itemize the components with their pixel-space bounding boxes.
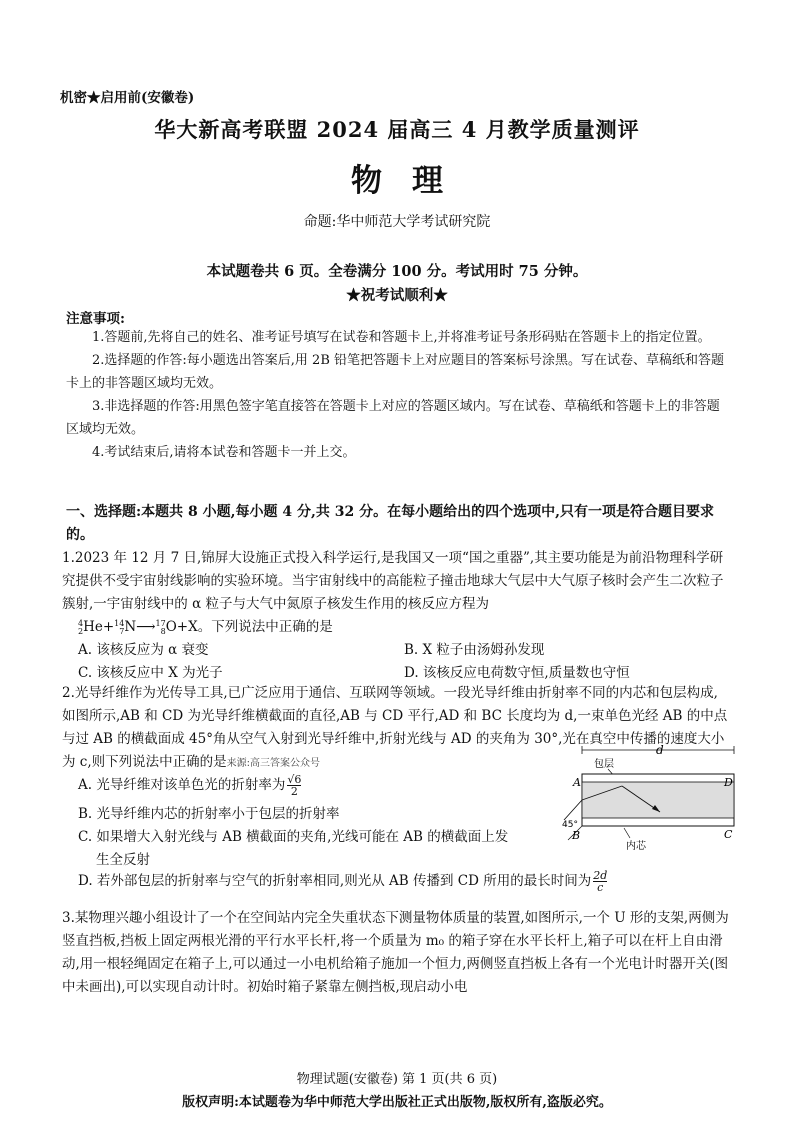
q1-option-b: B. X 粒子由汤姆孙发现 [404, 642, 545, 658]
q1-stem [62, 547, 730, 616]
notice-item: 4.考试结束后,请将本试卷和答题卡一并上交。 [92, 445, 356, 460]
nuclide-o [156, 616, 177, 639]
equation-tail: +X。下列说法中正确的是 [176, 619, 333, 635]
q1-option-c: C. 该核反应中 X 为光子 [78, 665, 223, 681]
q2-option-a [62, 774, 542, 797]
question-3 [62, 907, 730, 999]
author-line: 命题:华中师范大学考试研究院 [303, 214, 491, 230]
label-45deg: 45° [562, 820, 578, 830]
section-heading: 一、选择题:本题共 8 小题,每小题 4 分,共 32 分。在每小题给出的四个选项中,只有一项是符合题目要求的。 [66, 504, 714, 543]
source-note: 来源:高三答案公众号 [226, 758, 321, 769]
optical-fiber-figure [560, 742, 740, 852]
notice-heading: 注意事项: [66, 311, 125, 327]
good-luck-line: ★祝考试顺利★ [346, 287, 448, 304]
q2-option-d-row [62, 870, 730, 893]
label-cladding: 包层 [594, 759, 614, 770]
q1-stem-text: 1.2023 年 12 月 7 日,锦屏大设施正式投入科学运行,是我国又一项“国之重器”,其主要功能是为前沿物理科学研究提供不受宇宙射线影响的实验环境。当宇宙射线中的高能粒子撞击地球大气层中大气原子核时会产生二次粒子簇射,一宇宙射线中的 α 粒子与大气中氮原子核发生作用的核反应方程为 [62, 550, 724, 612]
frac-num: 2d [593, 869, 608, 882]
label-A: A [573, 776, 581, 789]
notice-item: 1.答题前,先将自己的姓名、准考证号填写在试卷和答题卡上,并将准考证号条形码贴在答题卡上的指定位置。 [92, 330, 711, 345]
label-D: D [724, 776, 733, 789]
label-B: B [572, 829, 581, 842]
q2-option-b: B. 光导纤维内芯的折射率小于包层的折射率 [78, 806, 340, 822]
label-core: 内芯 [626, 841, 646, 852]
o-z: 8 [160, 626, 166, 636]
page-footer: 物理试题(安徽卷) 第 1 页(共 6 页) [296, 1072, 498, 1087]
n-symbol: N [124, 619, 137, 635]
q2-stem-text: 2.光导纤维作为光传导工具,已广泛应用于通信、互联网等领域。一段光导纤维由折射率不同的内芯和包层构成,如图所示,AB 和 CD 为光导纤维横截面的直径,AB 与 CD 平行,AD 和 BC 长度均为 d,一束单色光经 AB 的中点与过 AB 的横截面成 45°角从空气入射到光导纤维中,折射光线与 AD 的夹角为 30°,光在真空中传播的速度大小为 c,则下列说法中正确的是 [62, 685, 728, 770]
he-symbol: He [83, 619, 103, 635]
q2-option-a-text: A. 光导纤维对该单色光的折射率为 [78, 777, 286, 793]
q2-option-d [62, 870, 730, 893]
question-1 [62, 547, 730, 685]
q1-option-d: D. 该核反应电荷数守恒,质量数也守恒 [404, 665, 630, 681]
q2-options [62, 774, 542, 872]
confidential-mark: 机密★启用前(安徽卷) [60, 90, 195, 106]
copyright-notice: 版权声明:本试题卷为华中师范大学出版社正式出版物,版权所有,盗版必究。 [182, 1095, 612, 1110]
fraction-sqrt6-over-2 [287, 774, 301, 797]
frac-den: 2 [290, 785, 298, 798]
frac-den: c [597, 881, 604, 894]
q1-options [62, 639, 730, 685]
n-z: 7 [119, 626, 125, 636]
q1-option-a: A. 该核反应为 α 衰变 [78, 642, 209, 658]
q2-option-c: C. 如果增大入射光线与 AB 横截面的夹角,光线可能在 AB 的横截面上发 [78, 829, 509, 845]
notice-item: 3.非选择题的作答:用黑色签字笔直接答在答题卡上对应的答题区域内。写在试卷、草稿纸和答题卡上的非答题区域均无效。 [66, 399, 720, 437]
o-mass: 17 [155, 618, 166, 628]
label-d: d [656, 743, 664, 757]
notice-list [66, 326, 730, 464]
he-mass: 4 [78, 618, 84, 628]
nuclide-n [114, 616, 136, 639]
o-symbol: O [165, 619, 177, 635]
q2-option-c-cont: 生全反射 [96, 852, 150, 868]
q3-stem: 3.某物理兴趣小组设计了一个在空间站内完全失重状态下测量物体质量的装置,如图所示,一个 U 形的支架,两侧为竖直挡板,挡板上固定两根光滑的平行水平长杆,将一个质量为 m₀ 的箱子穿在水平长杆上,箱子可以在杆上自由滑动,用一根轻绳固定在箱子上,可以通过一小电机给箱子施加一个恒力,两侧竖直挡板上各有一个光电计时器开关(图中未画出),可以实现自动计时。初始时箱子紧靠左侧挡板,现启动小电 [62, 910, 729, 995]
subject-title: 物理 [351, 163, 473, 199]
label-C: C [724, 828, 733, 841]
nuclide-he [78, 616, 103, 639]
exam-intro: 本试题卷共 6 页。全卷满分 100 分。考试用时 75 分钟。 [206, 263, 588, 280]
frac-num: √6 [287, 773, 302, 786]
notice-item: 2.选择题的作答:每小题选出答案后,用 2B 铅笔把答题卡上对应题目的答案标号涂黑。写在试卷、草稿纸和答题卡上的非答题区域均无效。 [66, 353, 725, 391]
incident-ray [564, 800, 582, 820]
q2-option-d-text: D. 若外部包层的折射率与空气的折射率相同,则光从 AB 传播到 CD 所用的最长时间为 [78, 873, 592, 889]
reaction-arrow: ⟶ [136, 619, 156, 635]
q1-equation: 4 2He+14 7N⟶17 8O+X。下列说法中正确的是 [62, 616, 730, 639]
n-mass: 14 [114, 618, 125, 628]
fraction-2d-over-c [593, 870, 607, 893]
fiber-core [582, 782, 734, 818]
he-z: 2 [78, 626, 84, 636]
exam-title: 华大新高考联盟 2024 届高三 4 月教学质量测评 [154, 117, 640, 142]
